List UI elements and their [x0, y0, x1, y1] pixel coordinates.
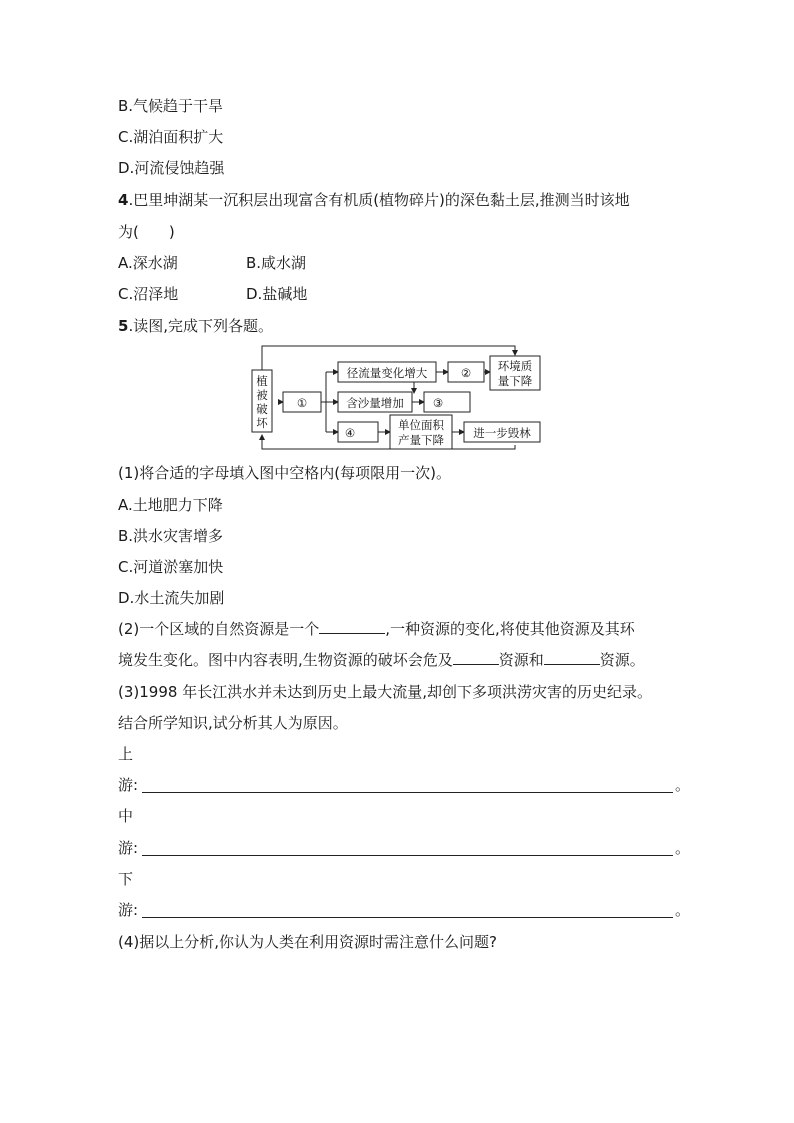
q5-sub2-line1 [118, 619, 635, 639]
q5-sub2-text-d: 资源和 [498, 651, 544, 669]
q4-text1: .巴里坤湖某一沉积层出现富含有机质(植物碎片)的深色黏土层,推测当时该地 [128, 191, 630, 209]
q5-stem [118, 316, 273, 336]
diagram-label-defor: 进一步毁林 [473, 426, 531, 440]
answer-blank-1[interactable] [319, 619, 385, 634]
q5-sub2-text-b: ,一种资源的变化,将使其他资源及其环 [385, 620, 635, 638]
upper-reach-label-1: 上 [118, 745, 134, 763]
diagram-label-1: ① [296, 396, 308, 410]
q5-sub1-option-d: D.水土流失加剧 [118, 589, 225, 607]
q5-text: .读图,完成下列各题。 [128, 317, 273, 335]
q4-option-b: B.咸水湖 [246, 254, 307, 272]
option-d-prev: D.河流侵蚀趋强 [118, 159, 225, 177]
flow-diagram [250, 341, 550, 451]
q4-number: 4 [118, 191, 129, 209]
diagram-box-3 [424, 392, 470, 412]
diagram-label-3: ③ [432, 396, 444, 410]
q4-stem-line2: 为( ) [118, 223, 175, 241]
option-c-prev: C.湖泊面积扩大 [118, 128, 224, 146]
middle-reach-period: 。 [675, 839, 691, 857]
lower-reach-label-2: 游: [118, 901, 139, 919]
q5-number: 5 [118, 317, 129, 335]
upper-reach-label-2: 游: [118, 776, 139, 794]
answer-blank-3[interactable] [544, 650, 600, 665]
q5-sub1-option-c: C.河道淤塞加快 [118, 558, 224, 576]
upper-reach-period: 。 [675, 776, 691, 794]
lower-reach-label-1: 下 [118, 870, 134, 888]
q5-sub4: (4)据以上分析,你认为人类在利用资源时需注意什么问题? [118, 933, 497, 951]
middle-reach-answer-line[interactable] [142, 854, 673, 856]
q4-stem-line1 [118, 190, 630, 210]
diagram-label-runoff: 径流量变化增大 [346, 366, 428, 380]
diagram-source-char-2: 被 [256, 388, 268, 402]
lower-reach-answer-line[interactable] [142, 916, 673, 918]
q5-sub3-line2: 结合所学知识,试分析其人为原因。 [118, 714, 348, 732]
q5-sub2-text-c: 境发生变化。图中内容表明,生物资源的破坏会危及 [118, 651, 453, 669]
middle-reach-label-1: 中 [118, 807, 134, 825]
diagram-source-char-1: 植 [256, 374, 268, 388]
q5-sub2-line2 [118, 650, 645, 670]
diagram-label-2: ② [460, 366, 472, 380]
upper-reach-answer-line[interactable] [142, 791, 673, 793]
q5-sub1-option-b: B.洪水灾害增多 [118, 527, 224, 545]
middle-reach-label-2: 游: [118, 839, 139, 857]
answer-blank-2[interactable] [453, 650, 499, 665]
option-b-prev: B.气候趋于干旱 [118, 97, 224, 115]
diagram-source-char-3: 破 [256, 402, 268, 416]
diagram-label-yield-2: 产量下降 [398, 433, 444, 447]
q5-sub2-text-e: 资源。 [599, 651, 645, 669]
q5-sub1: (1)将合适的字母填入图中空格内(每项限用一次)。 [118, 464, 451, 482]
diagram-label-env-1: 环境质 [497, 359, 533, 373]
diagram-label-4: ④ [344, 426, 356, 440]
q4-option-c: C.沼泽地 [118, 285, 179, 303]
diagram-label-sediment: 含沙量增加 [346, 396, 404, 410]
q5-sub3-line1: (3)1998 年长江洪水并未达到历史上最大流量,却创下多项洪涝灾害的历史纪录。 [118, 683, 652, 701]
lower-reach-period: 。 [675, 901, 691, 919]
q5-sub1-option-a: A.土地肥力下降 [118, 496, 223, 514]
diagram-label-yield-1: 单位面积 [398, 418, 444, 432]
q5-sub2-text-a: (2)一个区域的自然资源是一个 [118, 620, 320, 638]
diagram-source-char-4: 坏 [256, 416, 268, 430]
diagram-label-env-2: 量下降 [497, 374, 533, 388]
q4-option-a: A.深水湖 [118, 254, 178, 272]
q4-option-d: D.盐碱地 [246, 285, 308, 303]
